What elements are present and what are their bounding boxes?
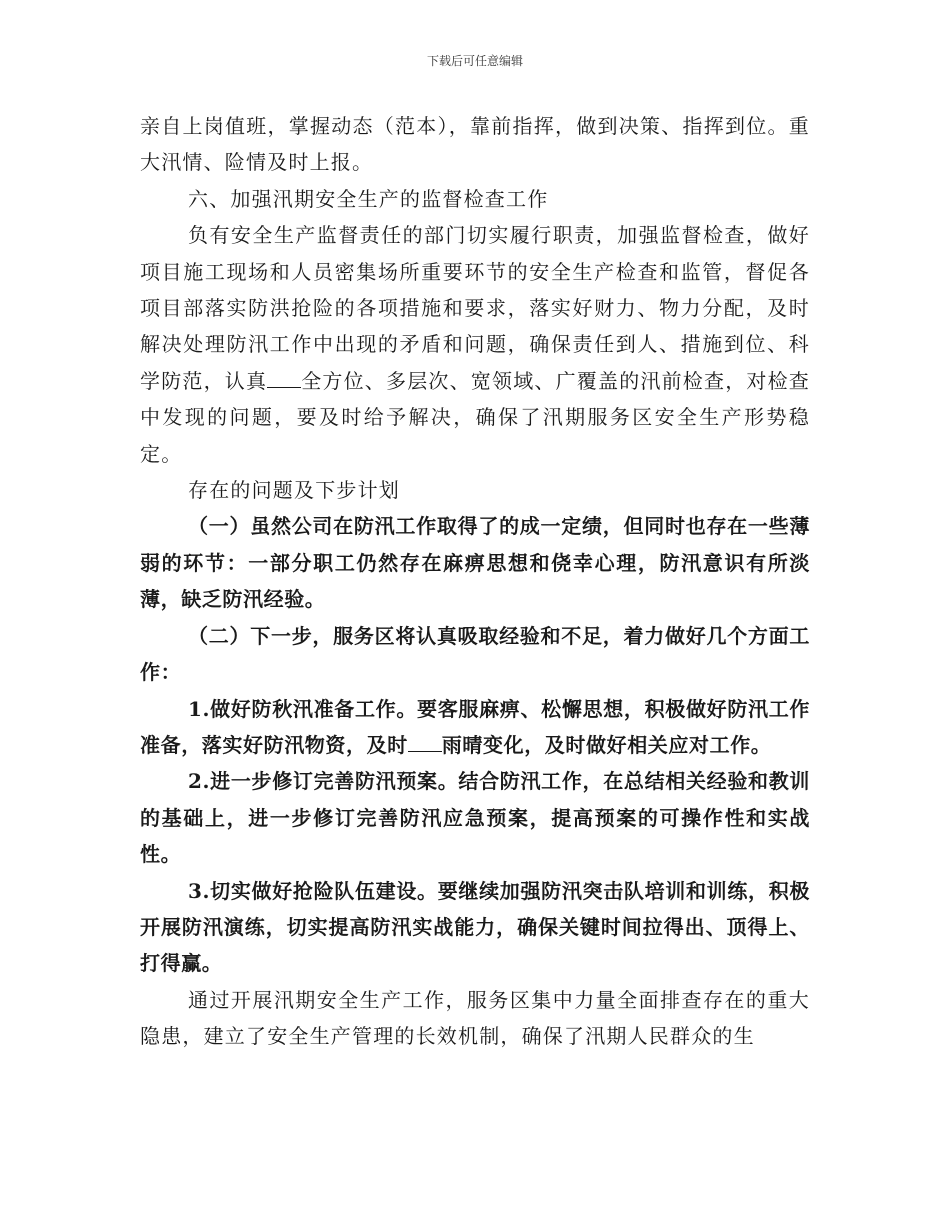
paragraph-problem-two: （二）下一步，服务区将认真吸取经验和不足，着力做好几个方面工作： (140, 623, 810, 685)
section-heading-problems: 存在的问题及下步计划 (188, 478, 400, 503)
paragraph-supervision (140, 217, 810, 472)
paragraph-conclusion: 通过开展汛期安全生产工作，服务区集中力量全面排查存在的重大隐患，建立了安全生产管理的长效机制，确保了汛期人民群众的生 (140, 987, 810, 1049)
paragraph-supervision-part1: 负有安全生产监督责任的部门切实履行职责，加强监督检查，做好项目施工现场和人员密集场所重要环节的安全生产检查和监管，督促各项目部落实防洪抢险的各项措施和要求，落实好财力、物力分配，及时解决处理防汛工作中出现的矛盾和问题，确保责任到人、措施到位、科学防范，认真 (140, 223, 810, 393)
fill-blank (408, 731, 442, 752)
item-1-part2: 雨晴变化，及时做好相关应对工作。 (441, 732, 772, 757)
item-1-part1: 1.做好防秋汛准备工作。要客服麻痹、松懈思想，积极做好防汛工作准备，落实好防汛物资，及时 (140, 696, 810, 757)
paragraph-duty-shift: 亲自上岗值班，掌握动态（范本），靠前指挥，做到决策、指挥到位。重大汛情、险情及时上报。 (140, 114, 810, 175)
page-header: 下载后可任意编辑 (426, 54, 523, 68)
paragraph-item-3: 3.切实做好抢险队伍建设。要继续加强防汛突击队培训和训练，积极开展防汛演练，切实提高防汛实战能力，确保关键时间拉得出、顶得上、打得赢。 (140, 878, 810, 976)
paragraph-supervision-part2: 全方位、多层次、宽领域、广覆盖的汛前检查，对检查中发现的问题，要及时给予解决，确保了汛期服务区安全生产形势稳定。 (140, 368, 811, 466)
paragraph-problem-one: （一）虽然公司在防汛工作取得了的成一定绩，但同时也存在一些薄弱的环节：一部分职工仍然存在麻痹思想和侥幸心理，防汛意识有所淡薄，缺乏防汛经验。 (140, 514, 810, 612)
paragraph-item-1 (140, 691, 810, 764)
document-body (140, 108, 810, 1055)
section-heading-six: 六、加强汛期安全生产的监督检查工作 (188, 186, 549, 211)
paragraph-item-2: 2.进一步修订完善防汛预案。结合防汛工作，在总结相关经验和教训的基础上，进一步修订完善防汛应急预案，提高预案的可操作性和实战性。 (140, 769, 810, 867)
fill-blank (267, 367, 301, 388)
